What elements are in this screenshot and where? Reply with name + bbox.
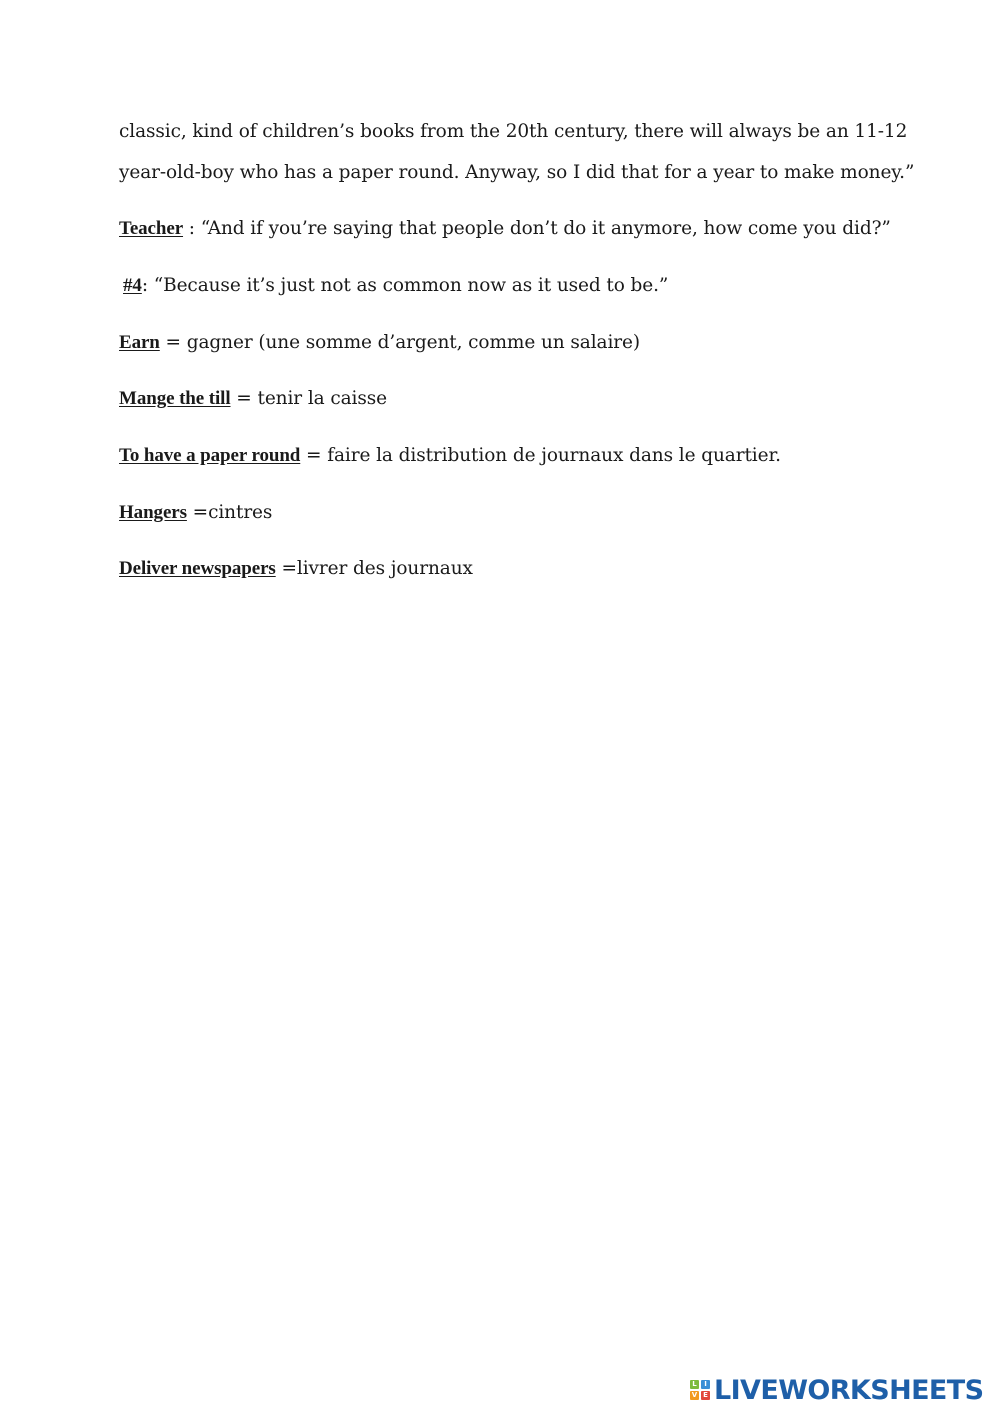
vocab-term: Hangers: [119, 502, 187, 523]
vocab-item-deliver-newspapers: [119, 557, 473, 581]
vocab-definition: = gagner (une somme d’argent, comme un salaire): [159, 332, 640, 353]
vocab-definition: = tenir la caisse: [230, 388, 388, 409]
vocab-definition: = faire la distribution de journaux dans le quartier.: [300, 445, 781, 466]
logo-tile-i: I: [701, 1380, 710, 1389]
vocab-item-hangers: [119, 501, 272, 525]
paragraph-line-2: year-old-boy who has a paper round. Anyway, so I did that for a year to make money.”: [119, 162, 915, 183]
vocab-definition: =cintres: [186, 502, 273, 523]
vocab-item-earn: [119, 331, 640, 355]
liveworksheets-logo: [690, 1374, 983, 1406]
logo-tile-v: V: [691, 1391, 698, 1399]
vocab-definition: =livrer des journaux: [275, 558, 473, 579]
vocab-term: Mange the till: [119, 388, 231, 409]
speaker-label: #4: [123, 275, 142, 296]
vocab-term: To have a paper round: [119, 445, 301, 466]
dialogue-line-student-4: [123, 274, 668, 298]
vocab-item-mange-the-till: [119, 387, 387, 411]
dialogue-text: : “And if you’re saying that people don’t do it anymore, how come you did?”: [183, 218, 891, 239]
logo-tile-l: L: [690, 1380, 699, 1389]
vocab-term: Deliver newspapers: [119, 558, 276, 579]
logo-wordmark: LIVEWORKSHEETS: [714, 1374, 984, 1406]
logo-tile-e: E: [701, 1391, 710, 1400]
dialogue-line-teacher: [119, 217, 891, 241]
logo-tiles-icon: [690, 1380, 710, 1400]
speaker-label: Teacher: [119, 218, 184, 239]
vocab-item-paper-round: [119, 444, 781, 468]
vocab-term: Earn: [119, 332, 160, 353]
paragraph-line-1: classic, kind of children’s books from the 20th century, there will always be an 11-12: [119, 121, 908, 142]
dialogue-text: : “Because it’s just not as common now as it used to be.”: [141, 275, 669, 296]
